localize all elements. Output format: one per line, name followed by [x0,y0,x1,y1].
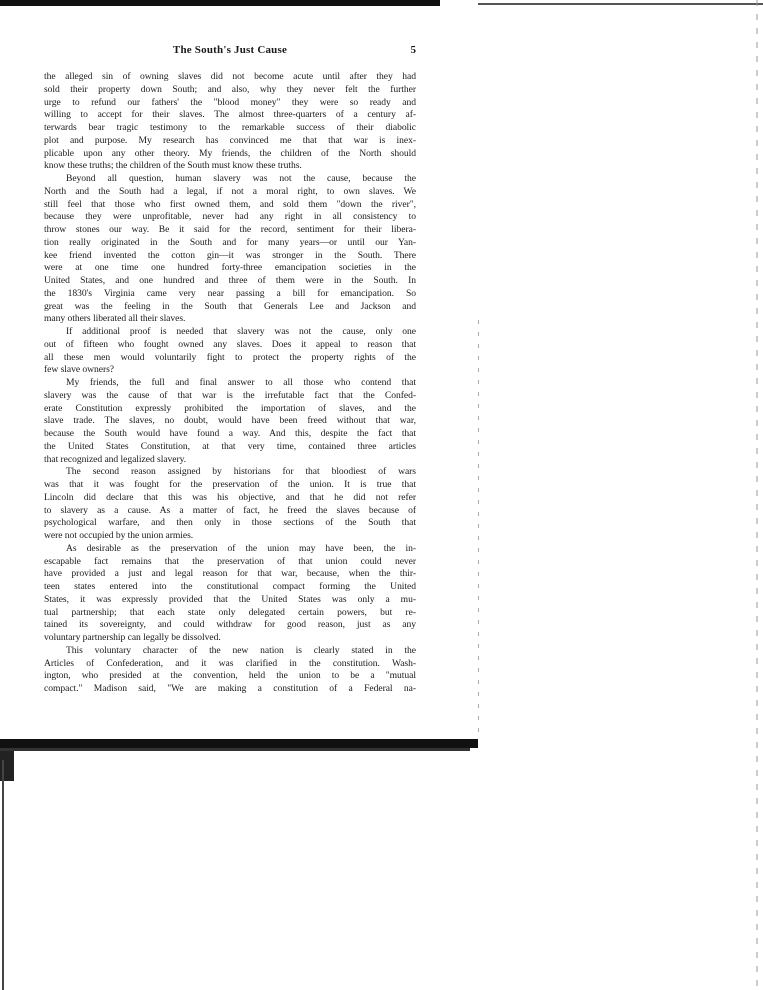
text-line: sold their property down South; and also, why they never felt the further [44,83,416,95]
page-bottom-edge [0,739,478,748]
page-header [44,44,416,62]
text-line: because they were unprofitable, never had any right in all consistency to [44,211,416,223]
text-line: My friends, the full and final answer to all those who contend that [66,377,416,388]
scan-edge-left [2,760,4,990]
running-title: The South's Just Cause [172,44,288,56]
text-line: slave trade. The slaves, no doubt, would have been freed without that war, [44,415,416,427]
text-line: escapable fact remains that the preservation of that union could never [44,555,416,567]
text-line: all these men would voluntarily fight to protect the property rights of the [44,351,416,363]
text-line: many others liberated all their slaves. [44,313,186,325]
text-line: States, it was expressly provided that the United States was only a mu- [44,593,416,605]
text-line: Articles of Confederation, and it was clarified in the constitution. Wash- [44,657,416,669]
text-line: willing to accept for their slaves. The almost three-quarters of a century af- [44,109,416,121]
text-line: Beyond all question, human slavery was not the cause, because the [66,173,416,184]
text-line: tained its sovereignty, and could withdraw for good reason, just as any [44,619,416,631]
text-line: throw stones our way. Be it said for the record, sentiment for their libera- [44,224,416,235]
text-line: have provided a just and legal reason for that war, because, when the thir- [44,568,416,580]
text-line: United States, and one hundred and three of them were in the South. In [44,275,416,286]
text-line: tion really originated in the South and for many years—or until our Yan- [44,236,416,248]
text-line: was that it was fought for the preservation of the union. It is true that [44,479,416,490]
text-line: As desirable as the preservation of the union may have been, the in- [66,542,416,554]
scan-gutter-line [478,320,479,740]
text-line: tual partnership; that each state only delegated certain powers, but re- [44,606,416,618]
text-line: were at one time one hundred forty-three emancipation societies in the [44,262,416,274]
text-line: slavery was the cause of that war is the irrefutable fact that the Confed- [44,389,416,401]
text-line: voluntary partnership can legally be dissolved. [44,632,221,643]
text-line: kee friend invented the cotton gin—it was stronger in the South. There [44,249,416,261]
text-line: compact." Madison said, "We are making a constitution of a Federal na- [44,683,416,694]
text-line: to slavery as a cause. As a matter of fact, he freed the slaves because of [44,504,416,516]
text-line: The second reason assigned by historians for that bloodiest of wars [66,466,416,478]
scan-edge-top-right [478,3,763,5]
text-line: ington, who presided at the convention, held the union to be a "mutual [44,670,416,682]
text-line: the 1830's Virginia came very near passing a bill for emancipation. So [44,287,416,299]
text-line: urge to refund our fathers' the "blood money" they were so ready and [44,96,416,108]
page-number: 5 [410,44,416,56]
text-line: plot and purpose. My research has convinced me that that war is inex- [44,134,416,146]
text-line: North and the South had a legal, if not a moral right, to own slaves. We [44,185,416,197]
text-line: psychological warfare, and then only in those sections of the South that [44,517,416,529]
text-line: the United States Constitution, at that very time, contained three articles [44,440,416,452]
page-bottom-edge-shadow [0,748,470,751]
scan-edge-top [0,0,440,6]
text-line: the alleged sin of owning slaves did not become acute until after they had [44,71,416,82]
scan-edge-right [756,0,758,990]
text-line: plicable upon any other theory. My friends, the children of the North should [44,147,416,159]
text-line: know these truths; the children of the South must know these truths. [44,160,302,172]
text-line: were not occupied by the union armies. [44,530,194,541]
text-line: out of fifteen who fought owned any slaves. Does it appeal to reason that [44,338,416,350]
text-line: If additional proof is needed that slavery was not the cause, only one [66,326,416,337]
text-line: erate Constitution expressly prohibited the importation of slaves, and the [44,402,416,414]
text-line: that recognized and legalized slavery. [44,453,187,465]
text-line: terwards bear tragic testimony to the remarkable success of their diabolic [44,122,416,133]
text-line: because the South would have found a way. And this, despite the fact that [44,428,416,439]
text-line: teen states entered into the constitutional compact forming the United [44,581,416,592]
text-line: This voluntary character of the new nation is clearly stated in the [66,644,416,656]
text-line: Lincoln did declare that this was his objective, and that he did not refer [44,491,416,503]
text-line: few slave owners? [44,364,115,376]
text-line: still feel that those who first owned them, and sold them "down the river", [44,198,416,210]
text-line: great was the feeling in the South that Generals Lee and Jackson and [44,300,416,312]
body-text [44,71,416,696]
